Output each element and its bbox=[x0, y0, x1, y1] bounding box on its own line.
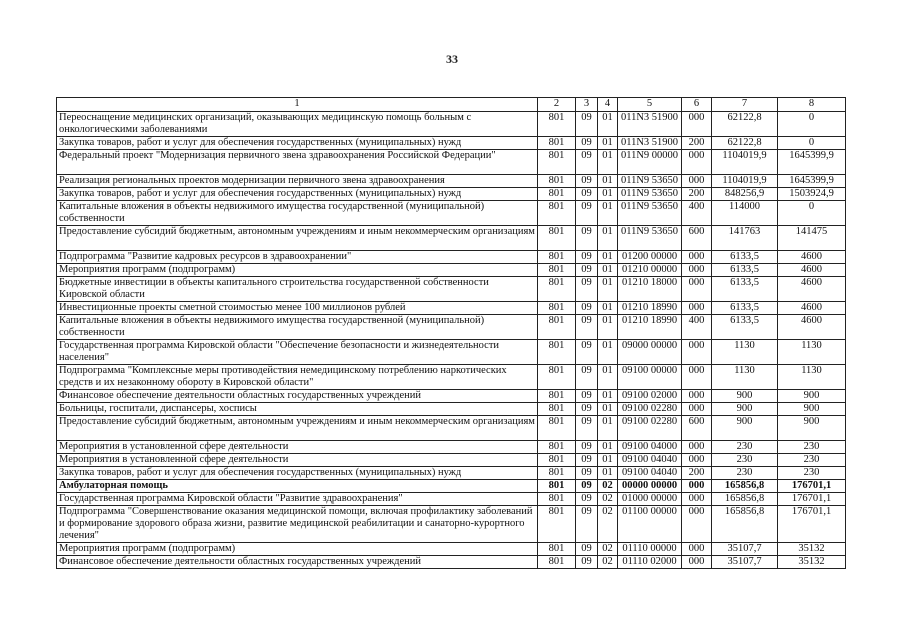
amount-year2-cell: 230 bbox=[778, 454, 846, 467]
section-cell: 09 bbox=[576, 112, 598, 137]
amount-year2-cell: 1645399,9 bbox=[778, 150, 846, 175]
row-name-cell: Подпрограмма "Развитие кадровых ресурсов в здравоохранении" bbox=[57, 251, 538, 264]
target-article-cell: 01200 00000 bbox=[618, 251, 682, 264]
column-header: 2 bbox=[538, 98, 576, 112]
amount-year1-cell: 1104019,9 bbox=[712, 175, 778, 188]
column-header: 8 bbox=[778, 98, 846, 112]
amount-year1-cell: 6133,5 bbox=[712, 302, 778, 315]
ministry-code-cell: 801 bbox=[538, 403, 576, 416]
subsection-cell: 01 bbox=[598, 137, 618, 150]
section-cell: 09 bbox=[576, 188, 598, 201]
section-cell: 09 bbox=[576, 480, 598, 493]
subsection-cell: 01 bbox=[598, 277, 618, 302]
ministry-code-cell: 801 bbox=[538, 315, 576, 340]
column-header: 5 bbox=[618, 98, 682, 112]
table-row bbox=[57, 188, 846, 201]
ministry-code-cell: 801 bbox=[538, 112, 576, 137]
ministry-code-cell: 801 bbox=[538, 506, 576, 543]
amount-year2-cell: 230 bbox=[778, 467, 846, 480]
subsection-cell: 01 bbox=[598, 340, 618, 365]
table-row bbox=[57, 302, 846, 315]
subsection-cell: 01 bbox=[598, 264, 618, 277]
amount-year1-cell: 900 bbox=[712, 416, 778, 441]
section-cell: 09 bbox=[576, 201, 598, 226]
row-name-cell: Предоставление субсидий бюджетным, автономным учреждениям и иным некоммерческим организациям bbox=[57, 416, 538, 441]
row-name-cell: Предоставление субсидий бюджетным, автономным учреждениям и иным некоммерческим организациям bbox=[57, 226, 538, 251]
section-cell: 09 bbox=[576, 137, 598, 150]
section-cell: 09 bbox=[576, 493, 598, 506]
amount-year1-cell: 230 bbox=[712, 441, 778, 454]
amount-year2-cell: 4600 bbox=[778, 251, 846, 264]
expense-type-cell: 200 bbox=[682, 137, 712, 150]
subsection-cell: 02 bbox=[598, 543, 618, 556]
amount-year1-cell: 165856,8 bbox=[712, 480, 778, 493]
expense-type-cell: 000 bbox=[682, 543, 712, 556]
row-name-cell: Инвестиционные проекты сметной стоимостью менее 100 миллионов рублей bbox=[57, 302, 538, 315]
expense-type-cell: 000 bbox=[682, 150, 712, 175]
ministry-code-cell: 801 bbox=[538, 188, 576, 201]
amount-year2-cell: 35132 bbox=[778, 543, 846, 556]
amount-year1-cell: 848256,9 bbox=[712, 188, 778, 201]
amount-year2-cell: 176701,1 bbox=[778, 493, 846, 506]
expense-type-cell: 000 bbox=[682, 175, 712, 188]
amount-year2-cell: 900 bbox=[778, 416, 846, 441]
table-row bbox=[57, 441, 846, 454]
target-article-cell: 011N3 51900 bbox=[618, 137, 682, 150]
amount-year1-cell: 900 bbox=[712, 390, 778, 403]
section-cell: 09 bbox=[576, 302, 598, 315]
expense-type-cell: 600 bbox=[682, 226, 712, 251]
header-row bbox=[57, 98, 846, 112]
page-number: 33 bbox=[446, 52, 458, 66]
section-cell: 09 bbox=[576, 251, 598, 264]
expense-type-cell: 000 bbox=[682, 277, 712, 302]
target-article-cell: 09000 00000 bbox=[618, 340, 682, 365]
row-name-cell: Государственная программа Кировской области "Обеспечение безопасности и жизнедеятельности населения" bbox=[57, 340, 538, 365]
target-article-cell: 011N9 53650 bbox=[618, 188, 682, 201]
ministry-code-cell: 801 bbox=[538, 340, 576, 365]
subsection-cell: 01 bbox=[598, 175, 618, 188]
expense-type-cell: 600 bbox=[682, 416, 712, 441]
section-cell: 09 bbox=[576, 175, 598, 188]
table-row bbox=[57, 365, 846, 390]
amount-year2-cell: 35132 bbox=[778, 556, 846, 569]
table-row bbox=[57, 390, 846, 403]
row-name-cell: Мероприятия в установленной сфере деятельности bbox=[57, 454, 538, 467]
ministry-code-cell: 801 bbox=[538, 137, 576, 150]
row-name-cell: Финансовое обеспечение деятельности областных государственных учреждений bbox=[57, 390, 538, 403]
section-cell: 09 bbox=[576, 506, 598, 543]
target-article-cell: 09100 00000 bbox=[618, 365, 682, 390]
ministry-code-cell: 801 bbox=[538, 556, 576, 569]
amount-year2-cell: 176701,1 bbox=[778, 480, 846, 493]
table-row bbox=[57, 277, 846, 302]
amount-year2-cell: 1130 bbox=[778, 340, 846, 365]
subsection-cell: 01 bbox=[598, 441, 618, 454]
column-header: 7 bbox=[712, 98, 778, 112]
amount-year2-cell: 141475 bbox=[778, 226, 846, 251]
expense-type-cell: 000 bbox=[682, 112, 712, 137]
table-row bbox=[57, 467, 846, 480]
row-name-cell: Мероприятия программ (подпрограмм) bbox=[57, 543, 538, 556]
row-name-cell: Мероприятия программ (подпрограмм) bbox=[57, 264, 538, 277]
section-cell: 09 bbox=[576, 315, 598, 340]
budget-table bbox=[56, 97, 846, 569]
target-article-cell: 011N9 00000 bbox=[618, 150, 682, 175]
amount-year2-cell: 230 bbox=[778, 441, 846, 454]
row-name-cell: Подпрограмма "Комплексные меры противодействия немедицинскому потреблению наркотических средств и их незаконному обороту в Кировской области" bbox=[57, 365, 538, 390]
target-article-cell: 011N9 53650 bbox=[618, 175, 682, 188]
section-cell: 09 bbox=[576, 150, 598, 175]
amount-year1-cell: 62122,8 bbox=[712, 112, 778, 137]
amount-year2-cell: 1645399,9 bbox=[778, 175, 846, 188]
subsection-cell: 01 bbox=[598, 112, 618, 137]
amount-year1-cell: 35107,7 bbox=[712, 543, 778, 556]
column-header: 6 bbox=[682, 98, 712, 112]
amount-year2-cell: 176701,1 bbox=[778, 506, 846, 543]
amount-year1-cell: 35107,7 bbox=[712, 556, 778, 569]
target-article-cell: 09100 02280 bbox=[618, 403, 682, 416]
target-article-cell: 01210 18990 bbox=[618, 315, 682, 340]
table-row bbox=[57, 150, 846, 175]
row-name-cell: Капитальные вложения в объекты недвижимого имущества государственной (муниципальной) собственности bbox=[57, 201, 538, 226]
target-article-cell: 01110 00000 bbox=[618, 543, 682, 556]
expense-type-cell: 000 bbox=[682, 264, 712, 277]
table-row bbox=[57, 112, 846, 137]
ministry-code-cell: 801 bbox=[538, 277, 576, 302]
ministry-code-cell: 801 bbox=[538, 226, 576, 251]
section-cell: 09 bbox=[576, 390, 598, 403]
table-row bbox=[57, 403, 846, 416]
table-row bbox=[57, 480, 846, 493]
subsection-cell: 01 bbox=[598, 454, 618, 467]
amount-year1-cell: 900 bbox=[712, 403, 778, 416]
subsection-cell: 01 bbox=[598, 226, 618, 251]
section-cell: 09 bbox=[576, 556, 598, 569]
amount-year1-cell: 165856,8 bbox=[712, 506, 778, 543]
subsection-cell: 02 bbox=[598, 506, 618, 543]
section-cell: 09 bbox=[576, 365, 598, 390]
amount-year2-cell: 900 bbox=[778, 390, 846, 403]
amount-year1-cell: 230 bbox=[712, 467, 778, 480]
table-row bbox=[57, 315, 846, 340]
expense-type-cell: 200 bbox=[682, 188, 712, 201]
subsection-cell: 01 bbox=[598, 315, 618, 340]
amount-year1-cell: 1130 bbox=[712, 365, 778, 390]
ministry-code-cell: 801 bbox=[538, 454, 576, 467]
amount-year1-cell: 62122,8 bbox=[712, 137, 778, 150]
table-row bbox=[57, 543, 846, 556]
target-article-cell: 01210 00000 bbox=[618, 264, 682, 277]
column-header: 1 bbox=[57, 98, 538, 112]
subsection-cell: 01 bbox=[598, 150, 618, 175]
subsection-cell: 01 bbox=[598, 403, 618, 416]
expense-type-cell: 400 bbox=[682, 201, 712, 226]
expense-type-cell: 000 bbox=[682, 493, 712, 506]
ministry-code-cell: 801 bbox=[538, 264, 576, 277]
expense-type-cell: 000 bbox=[682, 556, 712, 569]
target-article-cell: 00000 00000 bbox=[618, 480, 682, 493]
expense-type-cell: 000 bbox=[682, 390, 712, 403]
section-cell: 09 bbox=[576, 441, 598, 454]
row-name-cell: Закупка товаров, работ и услуг для обеспечения государственных (муниципальных) нужд bbox=[57, 188, 538, 201]
amount-year1-cell: 230 bbox=[712, 454, 778, 467]
section-cell: 09 bbox=[576, 226, 598, 251]
ministry-code-cell: 801 bbox=[538, 441, 576, 454]
subsection-cell: 02 bbox=[598, 480, 618, 493]
amount-year2-cell: 900 bbox=[778, 403, 846, 416]
amount-year1-cell: 6133,5 bbox=[712, 277, 778, 302]
subsection-cell: 01 bbox=[598, 467, 618, 480]
expense-type-cell: 000 bbox=[682, 302, 712, 315]
subsection-cell: 01 bbox=[598, 201, 618, 226]
expense-type-cell: 000 bbox=[682, 506, 712, 543]
table-row bbox=[57, 264, 846, 277]
table-row bbox=[57, 506, 846, 543]
section-cell: 09 bbox=[576, 467, 598, 480]
amount-year2-cell: 4600 bbox=[778, 264, 846, 277]
section-cell: 09 bbox=[576, 264, 598, 277]
row-name-cell: Мероприятия в установленной сфере деятельности bbox=[57, 441, 538, 454]
row-name-cell: Переоснащение медицинских организаций, оказывающих медицинскую помощь больным с онкологическими заболеваниями bbox=[57, 112, 538, 137]
target-article-cell: 09100 02000 bbox=[618, 390, 682, 403]
table-row bbox=[57, 251, 846, 264]
expense-type-cell: 000 bbox=[682, 403, 712, 416]
ministry-code-cell: 801 bbox=[538, 467, 576, 480]
column-header: 3 bbox=[576, 98, 598, 112]
subsection-cell: 02 bbox=[598, 493, 618, 506]
amount-year1-cell: 165856,8 bbox=[712, 493, 778, 506]
table-row bbox=[57, 416, 846, 441]
expense-type-cell: 000 bbox=[682, 441, 712, 454]
amount-year2-cell: 4600 bbox=[778, 302, 846, 315]
row-name-cell: Больницы, госпитали, диспансеры, хосписы bbox=[57, 403, 538, 416]
ministry-code-cell: 801 bbox=[538, 302, 576, 315]
amount-year2-cell: 4600 bbox=[778, 315, 846, 340]
row-name-cell: Государственная программа Кировской области "Развитие здравоохранения" bbox=[57, 493, 538, 506]
ministry-code-cell: 801 bbox=[538, 201, 576, 226]
subsection-cell: 02 bbox=[598, 556, 618, 569]
section-cell: 09 bbox=[576, 454, 598, 467]
ministry-code-cell: 801 bbox=[538, 150, 576, 175]
amount-year1-cell: 6133,5 bbox=[712, 264, 778, 277]
ministry-code-cell: 801 bbox=[538, 365, 576, 390]
section-cell: 09 bbox=[576, 340, 598, 365]
ministry-code-cell: 801 bbox=[538, 480, 576, 493]
subsection-cell: 01 bbox=[598, 188, 618, 201]
amount-year1-cell: 6133,5 bbox=[712, 315, 778, 340]
amount-year2-cell: 0 bbox=[778, 137, 846, 150]
ministry-code-cell: 801 bbox=[538, 175, 576, 188]
amount-year2-cell: 4600 bbox=[778, 277, 846, 302]
subsection-cell: 01 bbox=[598, 251, 618, 264]
row-name-cell: Финансовое обеспечение деятельности областных государственных учреждений bbox=[57, 556, 538, 569]
target-article-cell: 09100 04000 bbox=[618, 441, 682, 454]
row-name-cell: Капитальные вложения в объекты недвижимого имущества государственной (муниципальной) собственности bbox=[57, 315, 538, 340]
table-row bbox=[57, 493, 846, 506]
row-name-cell: Закупка товаров, работ и услуг для обеспечения государственных (муниципальных) нужд bbox=[57, 137, 538, 150]
amount-year2-cell: 0 bbox=[778, 201, 846, 226]
expense-type-cell: 200 bbox=[682, 467, 712, 480]
subsection-cell: 01 bbox=[598, 302, 618, 315]
section-cell: 09 bbox=[576, 416, 598, 441]
target-article-cell: 09100 04040 bbox=[618, 467, 682, 480]
section-cell: 09 bbox=[576, 403, 598, 416]
amount-year2-cell: 0 bbox=[778, 112, 846, 137]
amount-year2-cell: 1130 bbox=[778, 365, 846, 390]
target-article-cell: 01000 00000 bbox=[618, 493, 682, 506]
target-article-cell: 01110 02000 bbox=[618, 556, 682, 569]
table-row bbox=[57, 454, 846, 467]
row-name-cell: Реализация региональных проектов модернизации первичного звена здравоохранения bbox=[57, 175, 538, 188]
target-article-cell: 011N3 51900 bbox=[618, 112, 682, 137]
ministry-code-cell: 801 bbox=[538, 416, 576, 441]
amount-year2-cell: 1503924,9 bbox=[778, 188, 846, 201]
table-row bbox=[57, 340, 846, 365]
ministry-code-cell: 801 bbox=[538, 251, 576, 264]
expense-type-cell: 000 bbox=[682, 454, 712, 467]
subsection-cell: 01 bbox=[598, 390, 618, 403]
subsection-cell: 01 bbox=[598, 416, 618, 441]
target-article-cell: 01210 18990 bbox=[618, 302, 682, 315]
row-name-cell: Федеральный проект "Модернизация первичного звена здравоохранения Российской Федерации" bbox=[57, 150, 538, 175]
row-name-cell: Подпрограмма "Совершенствование оказания медицинской помощи, включая профилактику заболеваний и формирование здорового образа жизни, развитие медицинской реабилитации и санаторно-курортного лечения" bbox=[57, 506, 538, 543]
target-article-cell: 09100 04040 bbox=[618, 454, 682, 467]
target-article-cell: 09100 02280 bbox=[618, 416, 682, 441]
expense-type-cell: 000 bbox=[682, 251, 712, 264]
column-header: 4 bbox=[598, 98, 618, 112]
amount-year1-cell: 6133,5 bbox=[712, 251, 778, 264]
ministry-code-cell: 801 bbox=[538, 390, 576, 403]
table-row bbox=[57, 137, 846, 150]
section-cell: 09 bbox=[576, 543, 598, 556]
ministry-code-cell: 801 bbox=[538, 493, 576, 506]
amount-year1-cell: 1104019,9 bbox=[712, 150, 778, 175]
target-article-cell: 011N9 53650 bbox=[618, 226, 682, 251]
ministry-code-cell: 801 bbox=[538, 543, 576, 556]
section-cell: 09 bbox=[576, 277, 598, 302]
amount-year1-cell: 1130 bbox=[712, 340, 778, 365]
amount-year1-cell: 114000 bbox=[712, 201, 778, 226]
expense-type-cell: 000 bbox=[682, 365, 712, 390]
target-article-cell: 01210 18000 bbox=[618, 277, 682, 302]
row-name-cell: Бюджетные инвестиции в объекты капитального строительства государственной собственности Кировской области bbox=[57, 277, 538, 302]
expense-type-cell: 000 bbox=[682, 340, 712, 365]
subsection-cell: 01 bbox=[598, 365, 618, 390]
target-article-cell: 011N9 53650 bbox=[618, 201, 682, 226]
row-name-cell: Амбулаторная помощь bbox=[57, 480, 538, 493]
row-name-cell: Закупка товаров, работ и услуг для обеспечения государственных (муниципальных) нужд bbox=[57, 467, 538, 480]
amount-year1-cell: 141763 bbox=[712, 226, 778, 251]
table-row bbox=[57, 226, 846, 251]
table-row bbox=[57, 556, 846, 569]
expense-type-cell: 000 bbox=[682, 480, 712, 493]
table-row bbox=[57, 201, 846, 226]
expense-type-cell: 400 bbox=[682, 315, 712, 340]
table-row bbox=[57, 175, 846, 188]
target-article-cell: 01100 00000 bbox=[618, 506, 682, 543]
